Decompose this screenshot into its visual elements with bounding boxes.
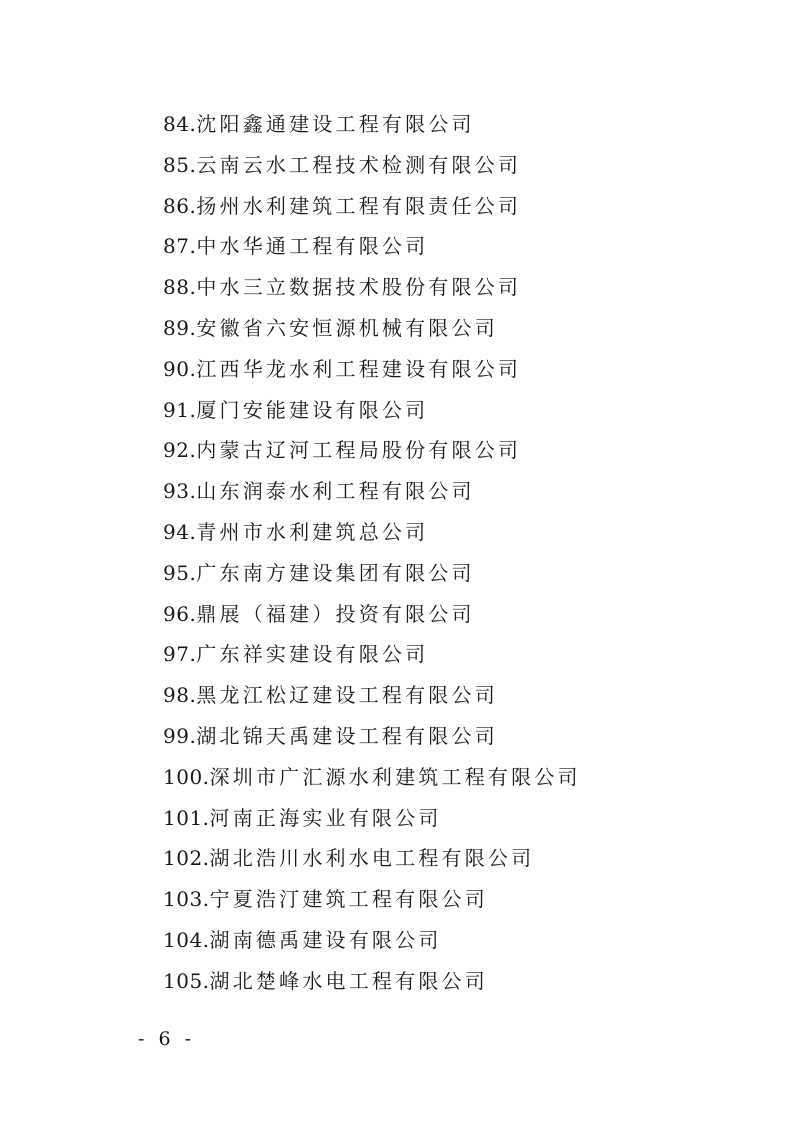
item-number: 100. xyxy=(163,764,210,789)
company-name: 江西华龙水利工程建设有限公司 xyxy=(196,356,522,381)
item-number: 103. xyxy=(163,887,210,912)
company-name: 云南云水工程技术检测有限公司 xyxy=(196,152,522,177)
company-name: 中水三立数据技术股份有限公司 xyxy=(196,275,522,300)
list-item xyxy=(163,594,581,635)
item-number: 85. xyxy=(163,152,197,177)
company-name: 中水华通工程有限公司 xyxy=(196,234,429,259)
company-name: 广东南方建设集团有限公司 xyxy=(196,560,475,585)
company-name: 广东祥实建设有限公司 xyxy=(196,642,429,667)
list-item xyxy=(163,104,581,145)
item-number: 91. xyxy=(163,397,197,422)
item-number: 104. xyxy=(163,927,210,952)
company-name: 黑龙江松辽建设工程有限公司 xyxy=(196,683,498,708)
company-name: 湖北锦天禹建设工程有限公司 xyxy=(196,723,498,748)
company-name: 扬州水利建筑工程有限责任公司 xyxy=(196,193,522,218)
company-name: 鼎展（福建）投资有限公司 xyxy=(196,601,475,626)
list-item xyxy=(163,512,581,553)
item-number: 101. xyxy=(163,805,210,830)
company-name: 湖北楚峰水电工程有限公司 xyxy=(209,968,488,993)
item-number: 88. xyxy=(163,275,197,300)
list-item xyxy=(163,838,581,879)
list-item xyxy=(163,879,581,920)
list-item xyxy=(163,430,581,471)
company-name: 河南正海实业有限公司 xyxy=(209,805,442,830)
list-item xyxy=(163,675,581,716)
company-name: 宁夏浩汀建筑工程有限公司 xyxy=(209,887,488,912)
list-item xyxy=(163,226,581,267)
item-number: 102. xyxy=(163,846,210,871)
list-item xyxy=(163,716,581,757)
list-item xyxy=(163,349,581,390)
list-item xyxy=(163,798,581,839)
company-name: 安徽省六安恒源机械有限公司 xyxy=(196,315,498,340)
company-name: 湖北浩川水利水电工程有限公司 xyxy=(209,846,535,871)
item-number: 92. xyxy=(163,438,197,463)
list-item xyxy=(163,757,581,798)
page-number: - 6 - xyxy=(138,1028,196,1050)
list-item xyxy=(163,553,581,594)
item-number: 99. xyxy=(163,723,197,748)
company-name: 厦门安能建设有限公司 xyxy=(196,397,429,422)
list-item xyxy=(163,390,581,431)
company-list xyxy=(163,104,581,1002)
list-item xyxy=(163,471,581,512)
item-number: 89. xyxy=(163,315,197,340)
item-number: 105. xyxy=(163,968,210,993)
item-number: 95. xyxy=(163,560,197,585)
item-number: 84. xyxy=(163,112,197,136)
list-item xyxy=(163,145,581,186)
item-number: 87. xyxy=(163,234,197,259)
item-number: 93. xyxy=(163,479,197,504)
list-item xyxy=(163,961,581,1002)
list-item xyxy=(163,186,581,227)
item-number: 94. xyxy=(163,519,197,544)
company-name: 山东润泰水利工程有限公司 xyxy=(196,479,475,504)
company-name: 沈阳鑫通建设工程有限公司 xyxy=(196,112,475,136)
list-item xyxy=(163,920,581,961)
item-number: 98. xyxy=(163,683,197,708)
item-number: 96. xyxy=(163,601,197,626)
item-number: 90. xyxy=(163,356,197,381)
company-name: 青州市水利建筑总公司 xyxy=(196,519,429,544)
item-number: 86. xyxy=(163,193,197,218)
list-item xyxy=(163,308,581,349)
company-name: 深圳市广汇源水利建筑工程有限公司 xyxy=(209,764,581,789)
company-name: 湖南德禹建设有限公司 xyxy=(209,927,442,952)
company-name: 内蒙古辽河工程局股份有限公司 xyxy=(196,438,522,463)
item-number: 97. xyxy=(163,642,197,667)
list-item xyxy=(163,267,581,308)
list-item xyxy=(163,634,581,675)
